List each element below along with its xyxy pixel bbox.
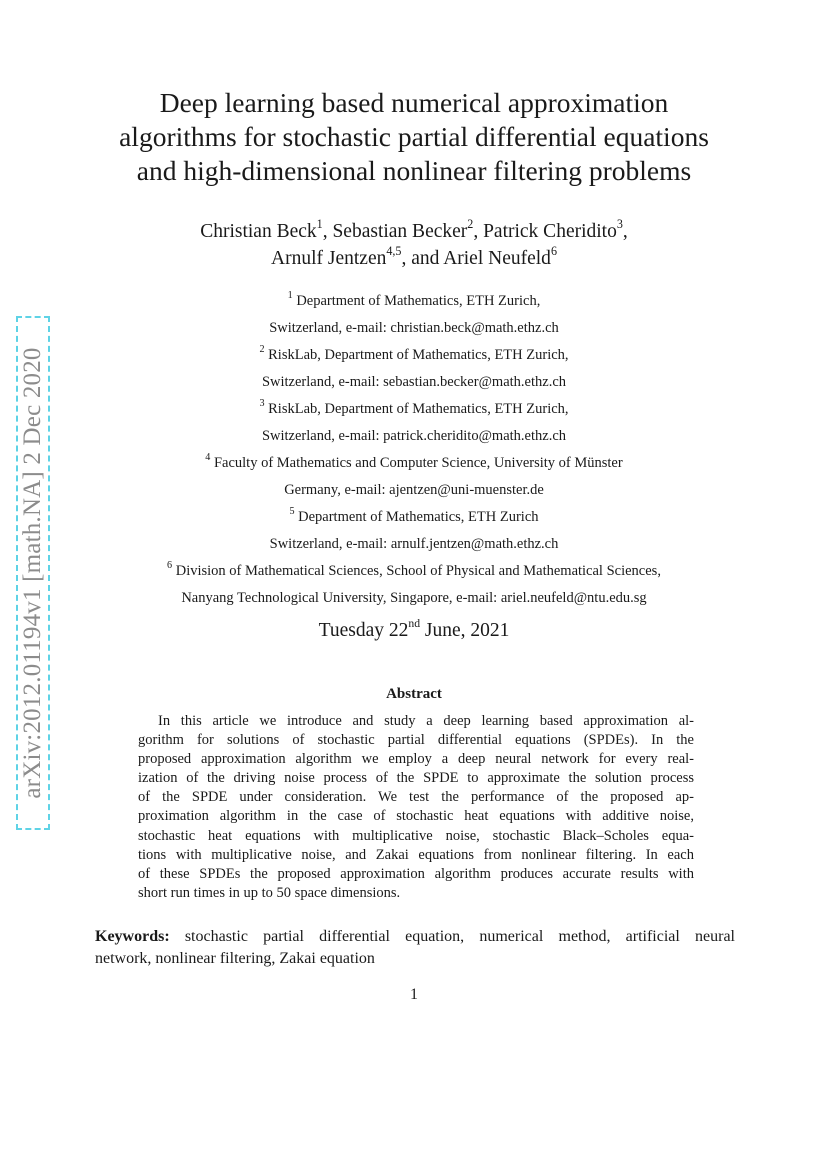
abstract-line: gorithm for solutions of stochastic partial differential equations (SPDEs). In the (138, 732, 694, 749)
affiliation-email-line: Germany, e-mail: ajentzen@uni-muenster.de (284, 482, 544, 498)
author-name: Sebastian Becker (332, 221, 468, 242)
date-month-year: June, 2021 (420, 620, 510, 641)
affiliation-email-line: Switzerland, e-mail: patrick.cheridito@math.ethz.ch (261, 428, 567, 444)
affiliation-email-line: Switzerland, e-mail: arnulf.jentzen@math.ethz.ch (269, 536, 559, 552)
author-name: Patrick Cheridito (483, 221, 617, 242)
affiliation-mark: 6 (167, 559, 173, 571)
abstract-line: short run times in up to 50 space dimensions. (138, 884, 401, 901)
author-affiliation-mark: 4,5 (386, 243, 402, 258)
author-affiliation-mark: 6 (550, 243, 557, 258)
date-ordinal: nd (408, 616, 421, 630)
affiliation-line (90, 288, 738, 315)
author-line (90, 245, 738, 272)
affiliation-mark: 2 (259, 343, 265, 355)
paper-date (90, 616, 738, 642)
paper-title (90, 86, 738, 188)
affiliation-email-line: Switzerland, e-mail: sebastian.becker@math.ethz.ch (261, 374, 567, 390)
affiliation-line (90, 396, 738, 423)
arxiv-identifier-stamp (16, 316, 50, 830)
author-list (90, 218, 738, 272)
abstract-heading: Abstract (386, 686, 442, 702)
affiliation-mark: 5 (289, 505, 295, 517)
abstract-line: proximation algorithm in the case of stochastic heat equations with additive noise, (138, 808, 694, 825)
abstract-line: of these SPDEs the proposed approximation algorithm produces accurate results with (138, 865, 694, 882)
author-name: Christian Beck (200, 221, 317, 242)
author-separator: , (473, 221, 484, 242)
affiliation-text: RiskLab, Department of Mathematics, ETH Zurich, (268, 347, 569, 363)
abstract-line: In this article we introduce and study a deep learning based approximation al- (158, 713, 694, 729)
arxiv-identifier-text: arXiv:2012.01194v1 [math.NA] 2 Dec 2020 (19, 347, 46, 799)
author-name: Arnulf Jentzen (271, 248, 387, 269)
abstract-line: tions with multiplicative noise, and Zakai equations from nonlinear filtering. In each (138, 846, 694, 863)
author-affiliation-mark: 2 (467, 216, 474, 231)
affiliation-email-line: Nanyang Technological University, Singapore, e-mail: ariel.neufeld@ntu.edu.sg (181, 590, 647, 606)
affiliation-mark: 3 (259, 397, 265, 409)
affiliation-text: Department of Mathematics, ETH Zurich, (296, 293, 541, 309)
page-number: 1 (410, 986, 418, 1003)
keywords-section (95, 926, 735, 970)
title-line: algorithms for stochastic partial differential equations (119, 121, 709, 152)
author-line (90, 218, 738, 245)
abstract-line: proposed approximation algorithm we employ a deep neural network for every real- (138, 751, 694, 768)
author-separator: , and (401, 248, 444, 269)
keywords-line: network, nonlinear filtering, Zakai equation (95, 950, 375, 967)
affiliation-list (90, 288, 738, 612)
author-affiliation-mark: 3 (616, 216, 623, 231)
affiliation-text: Faculty of Mathematics and Computer Science, University of Münster (213, 455, 623, 471)
affiliation-text: Department of Mathematics, ETH Zurich (298, 509, 539, 525)
affiliation-email-line: Switzerland, e-mail: christian.beck@math.ethz.ch (269, 320, 559, 336)
affiliation-line (90, 342, 738, 369)
title-line: Deep learning based numerical approximation (159, 87, 669, 118)
author-affiliation-mark: 1 (316, 216, 323, 231)
affiliation-line (90, 450, 738, 477)
affiliation-line (90, 504, 738, 531)
author-separator: , (322, 221, 333, 242)
affiliation-line (90, 558, 738, 585)
abstract-line: stochastic heat equations with multiplicative noise, stochastic Black–Scholes equa- (138, 827, 694, 844)
keywords-label: Keywords: (95, 928, 170, 945)
author-separator: , (622, 221, 628, 242)
author-name: Ariel Neufeld (443, 248, 551, 269)
title-line: and high-dimensional nonlinear filtering problems (136, 155, 692, 186)
abstract-line: of the SPDE under consideration. We test the performance of the proposed ap- (138, 789, 694, 806)
abstract-text (138, 712, 694, 903)
date-day: Tuesday 22 (318, 620, 409, 641)
affiliation-text: Division of Mathematical Sciences, School of Physical and Mathematical Sciences, (175, 563, 661, 579)
abstract-line: ization of the driving noise process of the SPDE to approximate the solution process (138, 770, 694, 787)
affiliation-text: RiskLab, Department of Mathematics, ETH Zurich, (268, 401, 569, 417)
affiliation-mark: 4 (205, 451, 211, 463)
affiliation-mark: 1 (287, 289, 293, 301)
keywords-line (95, 926, 735, 948)
keywords-text: stochastic partial differential equation, numerical method, artificial neural (169, 928, 735, 945)
